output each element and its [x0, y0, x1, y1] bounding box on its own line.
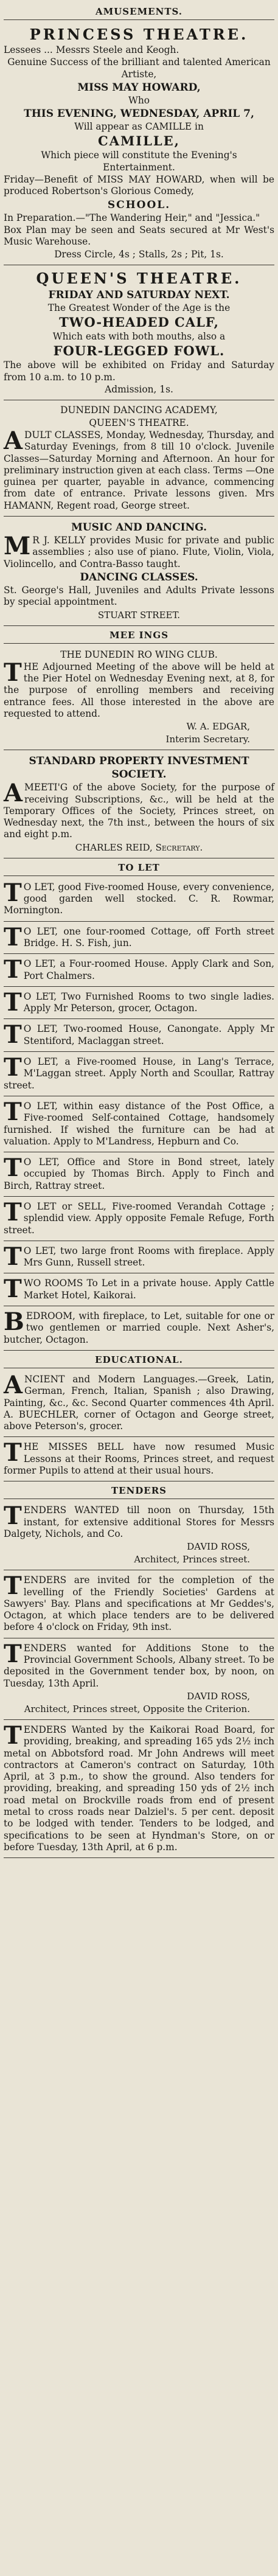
ad-body-text: ENDERS Wanted by the Kaikorai Road Board, for providing, breaking, and spreading 165 yds 2½ inch metal on Abbotsford road. Mr John Andrews will meet contractors at Cameron's contract on Saturday, 10th April, at 3 p.m., to show the ground. Also tenders for providing, breaking, and spreading 150 yds of 2½ inch road metal on Brockville roads from end of present metal to cross roads near Dalziel's. 5 per cent. deposit to be lodged with tender. Tenders to be lodged, and specifications to be seen at Hyndman's Store, on or before Tuesday, 13th April, at 6 p.m.: [4, 1724, 274, 1853]
ad-head: DUNEDIN DANCING ACADEMY,: [60, 405, 218, 416]
ad-body-text: O LET, within easy distance of the Post Office, a Five-roomed Self-contained Cottage, handsomely furnished. If wished the furniture can be had at valuation. Apply to M'Landress, Hepburn and Co.: [4, 1100, 274, 1147]
section-to-let: TO LET: [118, 862, 160, 873]
ad-head: QUEEN'S THEATRE.: [89, 417, 189, 428]
ad-body: [4, 1020, 274, 1050]
dropcap: T: [4, 1198, 22, 1227]
ad-body-text: O LET, one four-roomed Cottage, off Forth street Bridge. H. S. Fish, jun.: [23, 925, 274, 949]
dropcap: T: [4, 1639, 22, 1668]
ad-head: DANCING CLASSES.: [80, 571, 198, 583]
educational-ad: [4, 1371, 274, 1437]
ad-line: FRIDAY AND SATURDAY NEXT.: [48, 288, 230, 301]
ad-body: [4, 532, 274, 570]
dropcap: T: [4, 1020, 22, 1050]
divider: [4, 643, 274, 644]
ad-line: Genuine Success of the brilliant and talented American Artiste,: [7, 57, 271, 80]
to-let-ad: [4, 1275, 274, 1306]
ad-body-text: HE MISSES BELL have now resumed Music Lessons at their Rooms, Princes street, and request former Pupils to attend at their usual hours.: [4, 1441, 274, 1477]
ad-body: [4, 1097, 274, 1147]
ad-body-text: O LET, Two-roomed House, Canongate. Apply Mr Stentiford, Maclaggan street.: [23, 1023, 274, 1046]
ad-body: [4, 1572, 274, 1633]
ad-sig-role: Architect, Princes street, Opposite the Criterion.: [24, 1703, 250, 1714]
ad-body-text: MEETI'G of the above Society, for the purpose of receiving Subscriptions, &c., will be held at the Temporary Offices of the Society, Princes street, on Wednesday next, the 7th inst., between the hours of six and eight p.m.: [4, 782, 274, 840]
ad-body-text: HE Adjourned Meeting of the above will be held at the Pier Hotel on Wednesday Evening next, at 8, for the purpose of enrolling members and receiving entrance fees. All those interested in the above are requested to attend.: [4, 661, 274, 719]
ad-body: [4, 987, 274, 1017]
ad-body-text: O LET or SELL, Five-roomed Verandah Cottage ; splendid view. Apply opposite Female Refuge, Forth street.: [4, 1201, 274, 1236]
ad-body-text: ENDERS wanted for Additions Stone to the Provincial Government Schools, Albany street. To be deposited in the Government tender box, by noon, on Tuesday, 13th April.: [4, 1642, 274, 1689]
to-let-ad: [4, 1307, 274, 1351]
ad-body: [4, 1721, 274, 1853]
section-educational: EDUCATIONAL.: [95, 1354, 183, 1365]
ad-play: SCHOOL.: [107, 198, 171, 211]
ad-body: [4, 922, 274, 952]
ad-line: Box Plan may be seen and Seats secured at Mr West's Music Warehouse.: [4, 224, 274, 248]
ad-body: [4, 955, 274, 984]
to-let-ad: [4, 988, 274, 1020]
ad-body-text: NCIENT and Modern Languages.—Greek, Latin, German, French, Italian, Spanish ; also Drawing, Painting, &c., &c. Second Quarter commences 4th April. A. BUECHLER, corner of Octagon and George street, above Peterson's, grocer.: [4, 1373, 274, 1432]
ad-body-text: O LET, a Five-roomed House, in Lang's Terrace, M'Laggan street. Apply North and Scoullar, Rattray street.: [4, 1056, 274, 1091]
ad-body: [4, 1639, 274, 1690]
ad-body-text: WO ROOMS To Let in a private house. Apply Cattle Market Hotel, Kaikorai.: [23, 1278, 274, 1301]
ad-sig: W. A. EDGAR,: [186, 721, 250, 733]
dropcap: T: [4, 922, 22, 952]
dropcap: A: [4, 1370, 23, 1399]
ad-body: [4, 1307, 274, 1346]
dropcap: Q: [36, 269, 52, 287]
tender-ad: [4, 1502, 274, 1570]
to-let-ad: [4, 1098, 274, 1152]
ad-line: St. George's Hall, Juveniles and Adults Private lessons by special appointment.: [4, 584, 274, 608]
ad-body: [4, 878, 274, 917]
to-let-ad: [4, 1053, 274, 1096]
dropcap: T: [4, 878, 22, 907]
ad-date: THIS EVENING, WEDNESDAY, APRIL 7,: [24, 108, 254, 120]
dropcap: T: [4, 1275, 22, 1304]
dropcap: A: [4, 426, 23, 455]
dropcap: T: [4, 1053, 22, 1082]
to-let-ad: [4, 1020, 274, 1052]
tender-ad: [4, 1721, 274, 1858]
dropcap: T: [4, 1242, 22, 1271]
to-let-ad: [4, 1154, 274, 1197]
dropcap: T: [4, 987, 22, 1017]
ad-body: [4, 658, 274, 720]
ad-rowing-club: [4, 646, 274, 751]
ad-line: Which piece will constitute the Evening's Entertainment.: [41, 150, 237, 173]
ad-body: [4, 1275, 274, 1304]
ad-music-dancing: [4, 518, 274, 625]
ad-star: MISS MAY HOWARD,: [77, 81, 201, 94]
ad-body-text: O LET, two large front Rooms with fireplace. Apply Mrs Gunn, Russell street.: [23, 1245, 274, 1269]
ad-line: Will appear as CAMILLE in: [74, 121, 204, 133]
ad-body-text: ENDERS WANTED till noon on Thursday, 15th instant, for extensive additional Stores for Messrs Dalgety, Nichols, and Co.: [4, 1505, 274, 1539]
dropcap: A: [4, 779, 23, 808]
ad-body-text: ENDERS are invited for the completion of the levelling of the Friendly Societies' Gardens at Sawyers' Bay. Plans and specifications at Mr Geddes's, Octagon, at which place tenders are to be delivered before 4 o'clock on Friday, 9th inst.: [4, 1575, 274, 1633]
dropcap: B: [4, 1307, 24, 1337]
to-let-ad: [4, 879, 274, 922]
tender-ad: [4, 1640, 274, 1720]
ad-standard-society: [4, 751, 274, 858]
ad-line: Admission, 1s.: [105, 384, 173, 395]
ad-line: Who: [128, 94, 150, 106]
ad-head: THE DUNEDIN RO WING CLUB.: [60, 649, 218, 660]
ad-body: [4, 779, 274, 840]
section-tenders: TENDERS: [111, 1485, 167, 1497]
dropcap: T: [4, 658, 22, 687]
ad-sig: CHARLES REID, Secretary.: [75, 841, 203, 853]
ad-line: Which eats with both mouths, also a: [52, 331, 226, 343]
ad-line: Friday—Benefit of MISS MAY HOWARD, when will be produced Robertson's Glorious Comedy,: [4, 174, 274, 197]
ad-body-text: R J. KELLY provides Music for private and public assemblies ; also use of piano. Flute, Violin, Viola, Violincello, and Contra-Basso taught.: [4, 535, 274, 569]
ad-line: In Preparation.—"The Wandering Heir," and "Jessica.": [4, 212, 260, 223]
section-amusements: AMUSEMENTS.: [95, 6, 183, 17]
to-let-ad: [4, 955, 274, 987]
ad-sig: DAVID ROSS,: [187, 1541, 250, 1553]
ad-body-text: O LET, a Four-roomed House. Apply Clark and Son, Port Chalmers.: [23, 958, 274, 981]
ad-body-text: O LET, good Five-roomed House, every convenience, good garden well stocked. C. R. Rowmar, Mornington.: [4, 881, 274, 916]
ad-line: Dress Circle, 4s ; Stalls, 2s ; Pit, 1s.: [54, 248, 224, 260]
ad-body-text: DULT CLASSES, Monday, Wednesday, Thursday, and Saturday Evenings, from 8 till 10 o'clock. Juvenile Classes—Saturday Morning and Afternoon. An hour for preliminary instruction given at each class. Terms —One guinea per quarter, payable in advance, commencing from date of entrance. Private lessons given. Mrs HAMANN, Regent road, George street.: [4, 429, 274, 511]
ad-line: The above will be exhibited on Friday and Saturday from 10 a.m. to 10 p.m.: [4, 360, 274, 383]
to-let-ad: [4, 1198, 274, 1241]
ad-body: [4, 1242, 274, 1271]
to-let-ad: [4, 923, 274, 955]
ad-sig-role: Interim Secretary.: [165, 734, 250, 745]
ad-body-text: O LET, Two Furnished Rooms to two single ladies. Apply Mr Peterson, grocer, Octagon.: [23, 990, 274, 1014]
ad-body: [4, 1154, 274, 1192]
ad-body-text: EDROOM, with fireplace, to Let, suitable for one or two gentlemen or married couple. Next Asher's, butcher, Octagon.: [4, 1311, 274, 1345]
ad-line: The Greatest Wonder of the Age is the: [47, 302, 231, 313]
ad-sig: DAVID ROSS,: [187, 1690, 250, 1702]
educational-ad: [4, 1438, 274, 1481]
to-let-list: [4, 879, 274, 1351]
educational-list: [4, 1371, 274, 1481]
ad-line: Lessees ... Messrs Steele and Keogh.: [4, 44, 179, 55]
ad-body: [4, 1198, 274, 1236]
ad-body: [4, 1370, 274, 1432]
ad-attraction: TWO-HEADED CALF,: [59, 315, 219, 330]
ad-sig-role: Architect, Princes street.: [134, 1554, 250, 1565]
dropcap: T: [4, 1572, 22, 1601]
section-meetings: MEE INGS: [109, 629, 169, 641]
ad-princess-theatre: [4, 23, 274, 265]
ad-title: PRINCESS THEATRE.: [29, 26, 249, 43]
tender-ad: [4, 1572, 274, 1638]
ad-sig: STUART STREET.: [97, 609, 181, 621]
dropcap: T: [4, 955, 22, 984]
to-let-ad: [4, 1242, 274, 1274]
ad-title: [4, 270, 274, 288]
dropcap: T: [4, 1721, 22, 1750]
ad-head: MUSIC AND DANCING.: [71, 521, 207, 534]
divider: [4, 875, 274, 876]
ad-attraction: FOUR-LEGGED FOWL.: [53, 343, 225, 359]
ad-title-text: UEEN'S THEATRE.: [51, 269, 242, 287]
dropcap: T: [4, 1154, 22, 1183]
ad-dancing-academy: [4, 402, 274, 517]
ad-head: STANDARD PROPERTY INVESTMENT SOCIETY.: [29, 755, 249, 781]
dropcap: T: [4, 1438, 22, 1467]
dropcap: T: [4, 1502, 22, 1531]
ad-body: [4, 1053, 274, 1091]
ad-body-text: O LET, Office and Store in Bond street, lately occupied by Thomas Birch. Apply to Finch and Birch, Rattray street.: [4, 1157, 274, 1191]
divider: [4, 19, 274, 20]
ad-queens-theatre: [4, 266, 274, 400]
dropcap: M: [4, 532, 31, 561]
ad-body: [4, 1438, 274, 1477]
ad-body: [4, 1502, 274, 1540]
tenders-list: [4, 1502, 274, 1858]
dropcap: T: [4, 1097, 22, 1126]
ad-body: [4, 426, 274, 512]
ad-play: CAMILLE,: [98, 133, 180, 149]
